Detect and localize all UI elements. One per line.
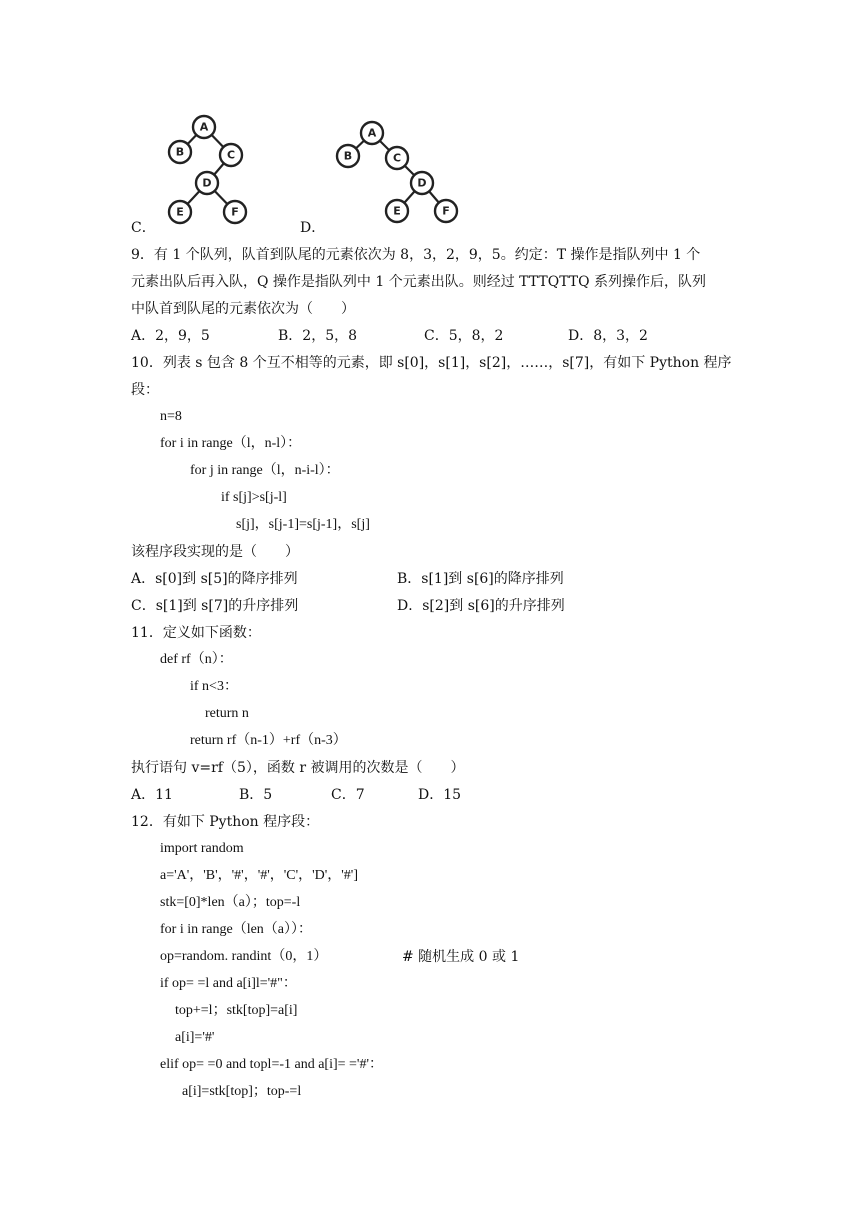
tree-node-label: B <box>175 145 185 159</box>
tree-node-label: F <box>231 205 239 219</box>
q10-code-line: s[j]，s[j-1]=s[j-1]，s[j] <box>236 517 370 532</box>
tree-node-label: F <box>442 204 450 218</box>
q10-option-b: B．s[1]到 s[6]的降序排列 <box>397 571 564 587</box>
q9-option-c: C．5，8，2 <box>424 328 504 344</box>
q9-stem-line-1: 9．有 1 个队列，队首到队尾的元素依次为 8，3，2，9，5。约定：T 操作是指队列中 1 个 <box>131 247 701 263</box>
q11-code-line: def rf（n）： <box>160 652 233 667</box>
q9-option-b: B．2，5，8 <box>278 328 358 344</box>
q10-stem-line-2: 段： <box>131 382 159 398</box>
q12-code-line: a[i]='#' <box>175 1030 215 1045</box>
tree-node-label: E <box>176 205 184 219</box>
q12-code-line: top+=l；stk[top]=a[i] <box>175 1003 298 1018</box>
tree-diagram-d <box>330 118 466 230</box>
q12-code-line: a[i]=stk[top]；top-=l <box>182 1084 302 1099</box>
q10-code-line: n=8 <box>160 409 182 424</box>
tree-node-label: B <box>343 149 353 163</box>
q11-option-c: C．7 <box>331 787 365 803</box>
q11-option-b: B．5 <box>239 787 273 803</box>
q12-code-line: import random <box>160 841 244 856</box>
q12-code-line: if op= =l and a[i]l='#"： <box>160 976 297 991</box>
q12-code-comment: # 随机生成 0 或 1 <box>402 949 520 965</box>
option-c-label: C． <box>131 220 156 236</box>
q11-code-line: return n <box>205 706 249 721</box>
q12-code-line: stk=[0]*len（a）；top=-l <box>160 895 301 910</box>
tree-node-label: C <box>226 148 236 162</box>
q10-code-line: for i in range（l，n-l）： <box>160 436 302 451</box>
tree-node-label: C <box>392 151 402 165</box>
q10-question: 该程序段实现的是（ ） <box>131 544 299 560</box>
q11-option-a: A．11 <box>131 787 173 803</box>
q12-code-line: a='A'，'B'，'#'，'#'，'C'，'D'，'#'] <box>160 868 358 883</box>
q12-code-line: for i in range（len（a））： <box>160 922 313 937</box>
q10-option-a: A．s[0]到 s[5]的降序排列 <box>131 571 298 587</box>
q10-stem-line-1: 10．列表 s 包含 8 个互不相等的元素，即 s[0]，s[1]，s[2]，……，s[7]，有如下 Python 程序 <box>131 355 732 371</box>
q12-code-line: elif op= =0 and topl=-1 and a[i]= ='#'： <box>160 1057 383 1072</box>
q10-code-line: if s[j]>s[j-l] <box>221 490 287 505</box>
tree-node-label: D <box>417 176 427 190</box>
tree-diagram-c <box>160 112 260 230</box>
q12-code-line: op=random. randint（0，1） <box>160 949 328 964</box>
tree-node-label: E <box>393 204 401 218</box>
q9-option-a: A．2，9，5 <box>131 328 210 344</box>
q10-option-c: C．s[1]到 s[7]的升序排列 <box>131 598 299 614</box>
tree-node-label: A <box>199 120 209 134</box>
q10-option-d: D．s[2]到 s[6]的升序排列 <box>397 598 565 614</box>
q10-code-line: for j in range（l，n-i-l）： <box>190 463 340 478</box>
q11-question: 执行语句 v=rf（5），函数 r 被调用的次数是（ ） <box>131 760 465 776</box>
q11-option-d: D．15 <box>418 787 462 803</box>
q11-code-line: if n<3： <box>190 679 238 694</box>
q9-option-d: D．8，3，2 <box>568 328 648 344</box>
q12-stem: 12．有如下 Python 程序段： <box>131 814 320 830</box>
option-d-label: D． <box>300 220 326 236</box>
q11-stem: 11．定义如下函数： <box>131 625 261 641</box>
tree-node-label: A <box>367 126 377 140</box>
tree-node-label: D <box>202 176 212 190</box>
q9-stem-line-2: 元素出队后再入队，Q 操作是指队列中 1 个元素出队。则经过 TTTQTTQ 系列操作后，队列 <box>131 274 707 290</box>
q9-stem-line-3: 中队首到队尾的元素依次为（ ） <box>131 301 355 317</box>
q11-code-line: return rf（n-1）+rf（n-3） <box>190 733 347 748</box>
